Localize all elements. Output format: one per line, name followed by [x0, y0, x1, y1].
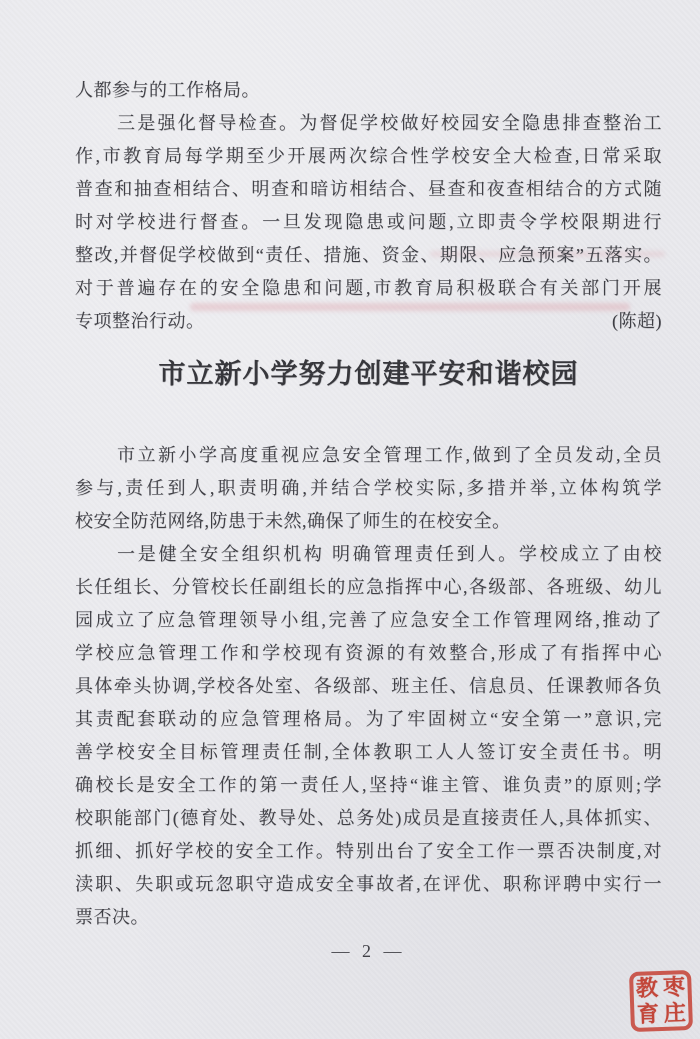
body-line: 校安全防范网络,防患于未然,确保了师生的在校安全。 [75, 511, 511, 531]
body-line: 具体牵头协调,学校各处室、各级部、班主任、信息员、任课教师各负 [75, 676, 662, 696]
article-1-closing-text: 专项整治行动。 [75, 311, 205, 331]
body-line: 一是健全安全组织机构 明确管理责任到人。学校成立了由校 [117, 544, 662, 564]
body-line: 善学校安全目标管理责任制,全体教职工人人签订安全责任书。明 [75, 742, 662, 762]
body-line: 三是强化督导检查。为督促学校做好校园安全隐患排查整治工 [117, 113, 662, 133]
seal-char: 育 [636, 1001, 660, 1027]
body-line: 整改,并督促学校做到“责任、措施、资金、期限、应急预案”五落实。 [75, 245, 662, 265]
article-1-body [75, 74, 662, 338]
body-line: 园成立了应急管理领导小组,完善了应急安全工作管理网络,推动了 [75, 610, 662, 630]
body-line: 参与,责任到人,职责明确,并结合学校实际,多措并举,立体构筑学 [75, 478, 662, 498]
article-1-byline: (陈超) [612, 311, 662, 331]
body-line: 确校长是安全工作的第一责任人,坚持“谁主管、谁负责”的原则;学 [75, 775, 662, 795]
body-line: 校职能部门(德育处、教导处、总务处)成员是直接责任人,具体抓实、 [75, 808, 662, 828]
body-line: 作,市教育局每学期至少开展两次综合性学校安全大检查,日常采取 [75, 146, 662, 166]
seal-char: 庄 [663, 1000, 687, 1026]
body-line: 票否决。 [75, 907, 149, 927]
article-1-closing-row [75, 305, 662, 338]
body-line: 渎职、失职或玩忽职守造成安全事故者,在评优、职称评聘中实行一 [75, 874, 662, 894]
seal-char: 枣 [662, 974, 686, 1000]
body-line: 对于普遍存在的安全隐患和问题,市教育局积极联合有关部门开展 [75, 278, 662, 298]
body-line: 人都参与的工作格局。 [75, 80, 260, 100]
page-number: — 2 — [331, 941, 406, 961]
seal-char: 教 [635, 975, 659, 1001]
body-line: 学校应急管理工作和学校现有资源的有效整合,形成了有指挥中心 [75, 643, 662, 663]
red-seal-stamp [629, 970, 693, 1032]
article-2-title: 市立新小学努力创建平安和谐校园 [158, 359, 579, 389]
body-line: 市立新小学高度重视应急安全管理工作,做到了全员发动,全员 [117, 445, 662, 465]
body-line: 普查和抽查相结合、明查和暗访相结合、昼查和夜查相结合的方式随 [75, 179, 662, 199]
body-line: 抓细、抓好学校的安全工作。特别出台了安全工作一票否决制度,对 [75, 841, 662, 861]
body-line: 时对学校进行督查。一旦发现隐患或问题,立即责令学校限期进行 [75, 212, 662, 232]
body-line: 其责配套联动的应急管理格局。为了牢固树立“安全第一”意识,完 [75, 709, 662, 729]
article-2-body [75, 439, 662, 934]
body-line: 长任组长、分管校长任副组长的应急指挥中心,各级部、各班级、幼儿 [75, 577, 662, 597]
